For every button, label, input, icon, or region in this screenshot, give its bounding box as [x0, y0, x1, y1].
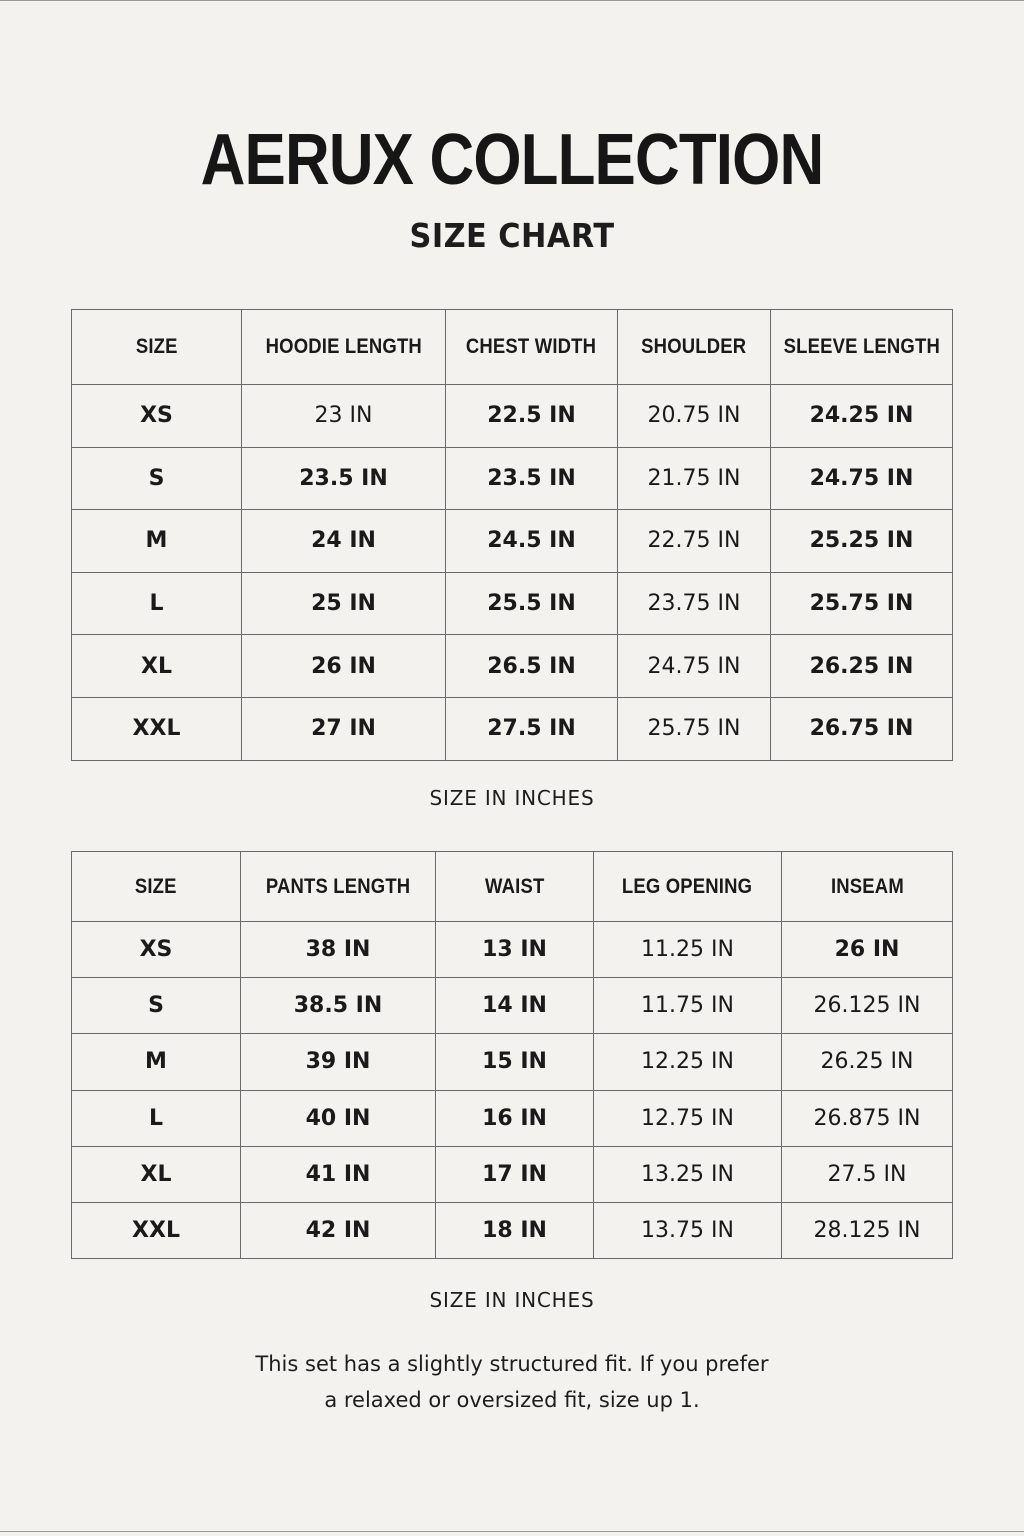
- chest-width-cell: 25.5 IN: [446, 572, 618, 635]
- chest-width-cell: 23.5 IN: [446, 447, 618, 510]
- leg-opening-cell: 11.25 IN: [594, 922, 782, 978]
- hoodie-length-cell: 24 IN: [242, 510, 446, 573]
- sleeve-length-cell: 24.75 IN: [771, 447, 953, 510]
- hoodie-length-cell: 25 IN: [242, 572, 446, 635]
- table-row: [72, 697, 953, 760]
- fit-note-line-2: a relaxed or oversized fit, size up 1.: [324, 1388, 700, 1412]
- pants-length-cell: 41 IN: [241, 1146, 436, 1202]
- sleeve-length-cell: 25.25 IN: [771, 510, 953, 573]
- shoulder-cell: 23.75 IN: [618, 572, 771, 635]
- chest-width-cell: 26.5 IN: [446, 635, 618, 698]
- size-label-cell: XL: [72, 1146, 241, 1202]
- column-header-inseam: INSEAM: [782, 852, 953, 922]
- pants-length-cell: 38 IN: [241, 922, 436, 978]
- hoodie-length-cell: 23.5 IN: [242, 447, 446, 510]
- size-label-cell: S: [72, 447, 242, 510]
- inseam-cell: 26.25 IN: [782, 1034, 953, 1090]
- top-border-line: [0, 0, 1024, 1]
- waist-cell: 14 IN: [436, 978, 594, 1034]
- hoodie-size-table: [71, 309, 953, 761]
- size-label-cell: XS: [72, 922, 241, 978]
- chest-width-cell: 24.5 IN: [446, 510, 618, 573]
- inseam-cell: 26.125 IN: [782, 978, 953, 1034]
- size-label-cell: M: [72, 510, 242, 573]
- shoulder-cell: 21.75 IN: [618, 447, 771, 510]
- pants-length-cell: 39 IN: [241, 1034, 436, 1090]
- column-header-shoulder: SHOULDER: [618, 310, 771, 385]
- size-label-cell: L: [72, 1090, 241, 1146]
- table-row: [72, 572, 953, 635]
- sleeve-length-cell: 24.25 IN: [771, 385, 953, 448]
- waist-cell: 15 IN: [436, 1034, 594, 1090]
- pants-size-table: [71, 851, 953, 1259]
- leg-opening-cell: 13.75 IN: [594, 1202, 782, 1258]
- leg-opening-cell: 12.25 IN: [594, 1034, 782, 1090]
- sleeve-length-cell: 26.75 IN: [771, 697, 953, 760]
- inseam-cell: 26 IN: [782, 922, 953, 978]
- shoulder-cell: 22.75 IN: [618, 510, 771, 573]
- leg-opening-cell: 11.75 IN: [594, 978, 782, 1034]
- table-row: [72, 510, 953, 573]
- table-row: [72, 1202, 953, 1258]
- chest-width-cell: 22.5 IN: [446, 385, 618, 448]
- inseam-cell: 26.875 IN: [782, 1090, 953, 1146]
- column-header-chest-width: CHEST WIDTH: [446, 310, 618, 385]
- table-row: [72, 447, 953, 510]
- inseam-cell: 27.5 IN: [782, 1146, 953, 1202]
- table-row: [72, 1090, 953, 1146]
- hoodie-length-cell: 27 IN: [242, 697, 446, 760]
- table-row: [72, 922, 953, 978]
- pants-length-cell: 40 IN: [241, 1090, 436, 1146]
- column-header-sleeve-length: SLEEVE LENGTH: [771, 310, 953, 385]
- table-row: [72, 1034, 953, 1090]
- column-header-waist: WAIST: [436, 852, 594, 922]
- shoulder-cell: 20.75 IN: [618, 385, 771, 448]
- sleeve-length-cell: 25.75 IN: [771, 572, 953, 635]
- waist-cell: 18 IN: [436, 1202, 594, 1258]
- size-chart-subtitle: SIZE CHART: [409, 216, 615, 255]
- brand-title: AERUX COLLECTION: [200, 120, 824, 200]
- pants-length-cell: 42 IN: [241, 1202, 436, 1258]
- column-header-size: SIZE: [72, 852, 241, 922]
- table-row: [72, 1146, 953, 1202]
- table-row: [72, 385, 953, 448]
- fit-note-line-1: This set has a slightly structured fit. If you prefer: [255, 1352, 769, 1376]
- chest-width-cell: 27.5 IN: [446, 697, 618, 760]
- pants-unit-note: SIZE IN INCHES: [429, 1288, 595, 1312]
- size-label-cell: S: [72, 978, 241, 1034]
- size-label-cell: XXL: [72, 697, 242, 760]
- hoodie-unit-note: SIZE IN INCHES: [429, 786, 595, 810]
- shoulder-cell: 25.75 IN: [618, 697, 771, 760]
- waist-cell: 17 IN: [436, 1146, 594, 1202]
- shoulder-cell: 24.75 IN: [618, 635, 771, 698]
- column-header-hoodie-length: HOODIE LENGTH: [242, 310, 446, 385]
- waist-cell: 16 IN: [436, 1090, 594, 1146]
- hoodie-length-cell: 23 IN: [242, 385, 446, 448]
- waist-cell: 13 IN: [436, 922, 594, 978]
- leg-opening-cell: 13.25 IN: [594, 1146, 782, 1202]
- size-label-cell: XXL: [72, 1202, 241, 1258]
- table-header-row: [72, 852, 953, 922]
- column-header-leg-opening: LEG OPENING: [594, 852, 782, 922]
- size-label-cell: XL: [72, 635, 242, 698]
- column-header-size: SIZE: [72, 310, 242, 385]
- leg-opening-cell: 12.75 IN: [594, 1090, 782, 1146]
- table-header-row: [72, 310, 953, 385]
- table-row: [72, 978, 953, 1034]
- fit-note: [0, 1346, 1024, 1418]
- hoodie-length-cell: 26 IN: [242, 635, 446, 698]
- table-row: [72, 635, 953, 698]
- inseam-cell: 28.125 IN: [782, 1202, 953, 1258]
- size-label-cell: L: [72, 572, 242, 635]
- column-header-pants-length: PANTS LENGTH: [241, 852, 436, 922]
- size-label-cell: XS: [72, 385, 242, 448]
- size-label-cell: M: [72, 1034, 241, 1090]
- sleeve-length-cell: 26.25 IN: [771, 635, 953, 698]
- pants-length-cell: 38.5 IN: [241, 978, 436, 1034]
- bottom-border-line: [0, 1531, 1024, 1532]
